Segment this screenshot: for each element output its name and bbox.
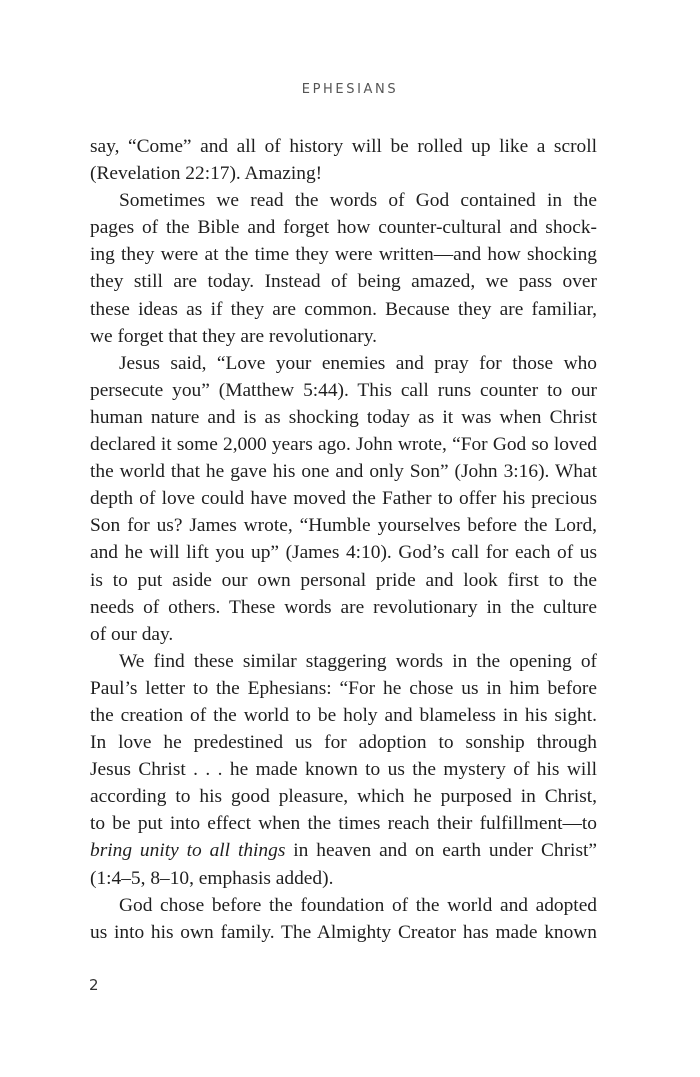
running-head: EPHESIANS: [301, 82, 399, 97]
text-line: ing they were at the time they were written—and how shocking: [90, 244, 597, 266]
text-line: (Revelation 22:17). Amazing!: [90, 163, 323, 185]
text-line: of our day.: [90, 623, 174, 645]
text-line: Jesus said, “Love your enemies and pray for those who: [119, 352, 597, 374]
text-line: declared it some 2,000 years ago. John wrote, “For God so loved: [90, 434, 597, 456]
text-line: say, “Come” and all of history will be rolled up like a scroll: [90, 136, 597, 157]
text-line: (1:4–5, 8–10, emphasis added).: [90, 867, 334, 889]
body-text: [90, 133, 597, 946]
text-line: according to his good pleasure, which he purposed in Christ,: [90, 786, 597, 808]
text-line: In love he predestined us for adoption to sonship through: [90, 732, 597, 754]
text-line: Jesus Christ . . . he made known to us the mystery of his will: [90, 759, 597, 781]
text-line: needs of others. These words are revolutionary in the culture: [90, 596, 597, 618]
text-line: these ideas as if they are common. Because they are familiar,: [90, 298, 597, 320]
text-line: is to put aside our own personal pride and look first to the: [90, 569, 597, 591]
text-line: Sometimes we read the words of God contained in the: [119, 190, 597, 212]
emphasis-text: bring unity to all things: [90, 840, 286, 862]
text-line: and he will lift you up” (James 4:10). God’s call for each of us: [90, 542, 597, 564]
text-line: to be put into effect when the times reach their fulfillment—to: [90, 813, 597, 835]
text-line: the world that he gave his one and only Son” (John 3:16). What: [90, 461, 597, 483]
text-line: pages of the Bible and forget how counter-cultural and shock-: [90, 217, 597, 239]
text-line: depth of love could have moved the Father to offer his precious: [90, 488, 597, 510]
text-line: they still are today. Instead of being amazed, we pass over: [90, 271, 597, 293]
text-line-rest: in heaven and on earth under Christ”: [285, 840, 597, 862]
text-line: Son for us? James wrote, “Humble yourselves before the Lord,: [90, 515, 597, 537]
text-line: us into his own family. The Almighty Creator has made known: [90, 921, 597, 943]
text-line-emphasis: [90, 837, 597, 864]
text-line: We find these similar staggering words in the opening of: [119, 650, 597, 672]
text-line: Paul’s letter to the Ephesians: “For he chose us in him before: [90, 677, 597, 699]
text-line: human nature and is as shocking today as it was when Christ: [90, 406, 597, 428]
text-line: the creation of the world to be holy and blameless in his sight.: [90, 704, 597, 726]
text-line: persecute you” (Matthew 5:44). This call runs counter to our: [90, 379, 597, 401]
page-number: 2: [89, 976, 99, 994]
text-line: we forget that they are revolutionary.: [90, 325, 377, 347]
text-line: God chose before the foundation of the world and adopted: [119, 894, 597, 916]
